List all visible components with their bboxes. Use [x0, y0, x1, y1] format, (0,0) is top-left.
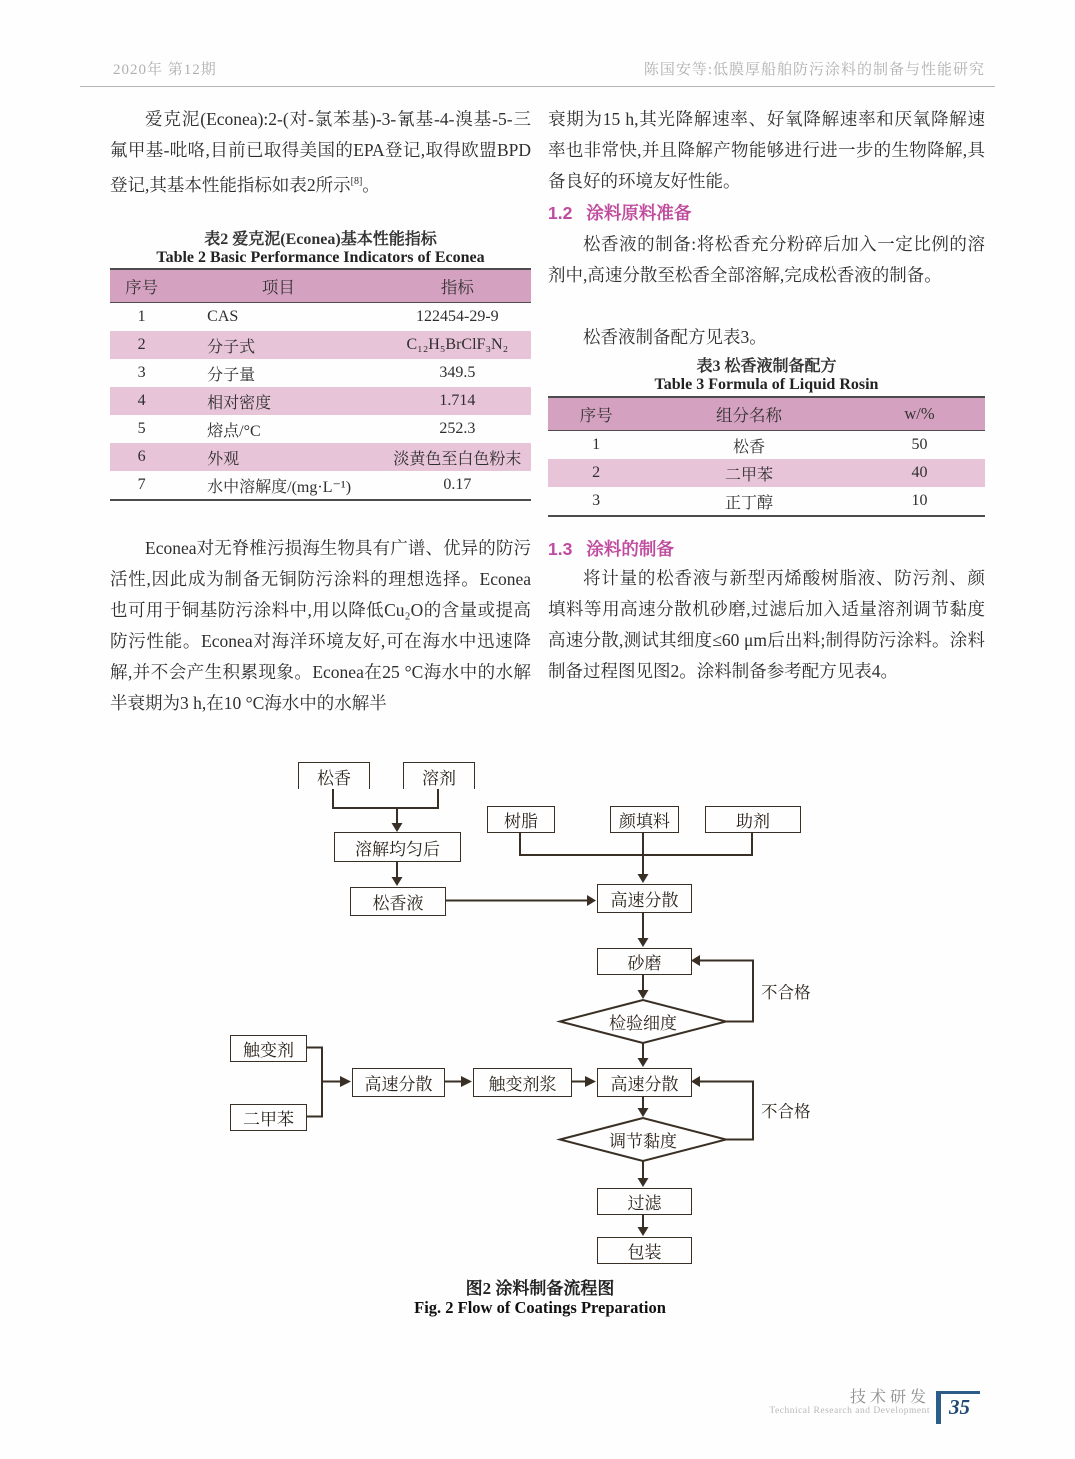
cell-index: 6	[110, 443, 173, 471]
flow-node-additive: 助剂	[705, 806, 801, 833]
flow-decision-check-fineness: 检验细度	[609, 1014, 677, 1033]
cell-value: 1.714	[384, 387, 531, 415]
cell-index: 1	[592, 436, 601, 453]
table-row	[548, 459, 985, 487]
table2-header-row	[110, 269, 531, 303]
flow-node-filter: 过滤	[597, 1188, 692, 1215]
table3-header-cell: w/%	[854, 397, 985, 431]
table-row	[110, 359, 531, 387]
flow-node-high-speed-dispersion-2: 高速分散	[597, 1068, 692, 1097]
paragraph-see-table3: 松香液制备配方见表3。	[583, 327, 767, 347]
paragraph-text: 。	[362, 174, 380, 195]
paragraph-coating-preparation: 将计量的松香液与新型丙烯酸树脂液、防污剂、颜填料等用高速分散机砂磨,过滤后加入适量溶剂调节黏度高速分散,测试其细度≤60 μm后出料;制得防污涂料。涂料制备过程图见图2。涂料制备参考配方见表4。	[548, 568, 985, 681]
cell-item: 分子量	[207, 366, 256, 384]
header-rule	[80, 86, 995, 87]
left-column-lower	[110, 533, 531, 719]
cell-index: 3	[592, 492, 601, 509]
table-row	[548, 431, 985, 460]
section-heading-1-2	[548, 200, 691, 225]
flow-node-pack: 包装	[597, 1237, 692, 1264]
cell-component: 正丁醇	[724, 494, 773, 512]
table-row	[110, 443, 531, 471]
right-column-para2	[548, 322, 985, 353]
flowchart-fig2	[210, 755, 870, 1270]
footer-section-en: Technical Research and Development	[769, 1406, 930, 1416]
paragraph-text: 爱克泥(Econea):2-(对-氯苯基)-3-氰基-4-溴基-5-三氟甲基-吡咯,目前已取得美国的EPA登记,取得欧盟BPD登记,其基本性能指标如表2所示	[110, 109, 531, 195]
cell-item: CAS	[207, 308, 239, 325]
cell-index: 5	[137, 420, 146, 437]
flow-node-thixotrope-slurry: 触变剂浆	[473, 1068, 572, 1097]
header-running-title: 陈国安等:低膜厚船舶防污涂料的制备与性能研究	[643, 62, 985, 78]
table2-header-cell: 项目	[173, 269, 384, 303]
cell-value: 40	[854, 459, 985, 487]
header-issue: 2020年 第12期	[113, 62, 217, 78]
left-column	[110, 104, 531, 201]
paragraph-rosin-preparation: 松香液的制备:将松香充分粉碎后加入一定比例的溶剂中,高速分散至松香全部溶解,完成松香液的制备。	[548, 234, 985, 285]
table-row	[110, 387, 531, 415]
table2-header-cell: 序号	[110, 269, 173, 303]
section-number: 1.3	[548, 539, 573, 559]
cell-index: 3	[137, 364, 146, 381]
flow-node-high-speed-dispersion-1: 高速分散	[597, 884, 692, 913]
fig2-caption-en: Fig. 2 Flow of Coatings Preparation	[414, 1298, 666, 1317]
flow-node-rosin-liquid: 松香液	[350, 887, 446, 916]
section-number: 1.2	[548, 203, 573, 223]
cell-index: 4	[110, 387, 173, 415]
paragraph-econea-properties: Econea对无脊椎污损海生物具有广谱、优异的防污活性,因此成为制备无铜防污涂料的理想选择。Econea也可用于铜基防污涂料中,用以降低Cu₂O的含量或提高防污性能。Econea对海洋环境友好,可在海水中迅速降解,并不会产生积累现象。Econea在25 °C海水中的水解半衰期为3 h,在10 °C海水中的水解半	[110, 538, 531, 713]
footer-section-cn: 技术研发	[849, 1389, 930, 1406]
right-column-para3	[548, 563, 985, 687]
table2	[110, 268, 531, 501]
table2-header-cell: 指标	[384, 269, 531, 303]
cell-item: 相对密度	[173, 387, 384, 415]
table3-header-row	[548, 397, 985, 431]
cell-index: 1	[137, 308, 146, 325]
cell-value: 122454-29-9	[415, 308, 499, 325]
cell-item: 水中溶解度/(mg·L⁻¹)	[207, 478, 352, 496]
table3-caption-en: Table 3 Formula of Liquid Rosin	[654, 376, 879, 393]
cell-value: 10	[911, 492, 928, 509]
flow-node-rosin: 松香	[298, 762, 370, 789]
cell-index: 7	[137, 476, 146, 493]
table-row	[110, 415, 531, 443]
cell-value: 0.17	[443, 476, 472, 493]
cell-item: 外观	[173, 443, 384, 471]
cell-component: 二甲苯	[644, 459, 854, 487]
paragraph-econea-intro	[110, 104, 531, 201]
table-row	[110, 331, 531, 359]
cell-value: 50	[911, 436, 928, 453]
flow-node-sand-mill: 砂磨	[597, 948, 692, 975]
flow-node-resin: 树脂	[487, 806, 555, 833]
cell-index: 2	[548, 459, 644, 487]
flow-label-fail-2: 不合格	[761, 1102, 811, 1121]
fig2-caption-cn: 图2 涂料制备流程图	[465, 1279, 615, 1298]
right-column	[548, 104, 985, 197]
flow-node-solvent: 溶剂	[403, 762, 475, 789]
table-row	[548, 487, 985, 516]
flow-decision-adjust-viscosity: 调节黏度	[609, 1132, 677, 1151]
cell-value: 349.5	[439, 364, 476, 381]
table-row	[110, 471, 531, 500]
table3-header-cell: 组分名称	[644, 397, 854, 431]
flow-node-dissolve: 溶解均匀后	[334, 832, 461, 862]
section-title: 涂料原料准备	[586, 203, 692, 223]
citation-ref: [8]	[350, 176, 363, 187]
cell-value: 淡黄色至白色粉末	[384, 443, 531, 471]
flow-label-fail-1: 不合格	[761, 983, 811, 1002]
table3-header-cell: 序号	[548, 397, 644, 431]
cell-value: 252.3	[439, 420, 476, 437]
table3-caption-cn: 表3 松香液制备配方	[696, 358, 837, 375]
cell-item: 熔点/°C	[207, 422, 261, 440]
cell-index: 2	[110, 331, 173, 359]
flow-node-high-speed-dispersion-3: 高速分散	[352, 1068, 445, 1097]
table2-caption-cn: 表2 爱克泥(Econea)基本性能指标	[204, 231, 437, 248]
cell-component: 松香	[732, 438, 765, 456]
section-heading-1-3	[548, 536, 674, 561]
cell-item: 分子式	[173, 331, 384, 359]
table-row	[110, 303, 531, 332]
table2-caption-en: Table 2 Basic Performance Indicators of Econea	[156, 249, 485, 266]
flow-node-xylene: 二甲苯	[230, 1104, 307, 1131]
cell-value: C₁₂H₅BrClF₃N₂	[384, 331, 531, 359]
flow-node-pigment-filler: 颜填料	[610, 806, 679, 833]
section-title: 涂料的制备	[586, 539, 674, 559]
paragraph-degradation: 衰期为15 h,其光降解速率、好氧降解速率和厌氧降解速率也非常快,并且降解产物能够进行进一步的生物降解,具备良好的环境友好性能。	[548, 109, 985, 191]
flow-node-thixotrope: 触变剂	[230, 1035, 307, 1062]
table3	[548, 396, 985, 517]
footer-page-number: 35	[936, 1391, 980, 1424]
right-column-para1	[548, 229, 985, 291]
